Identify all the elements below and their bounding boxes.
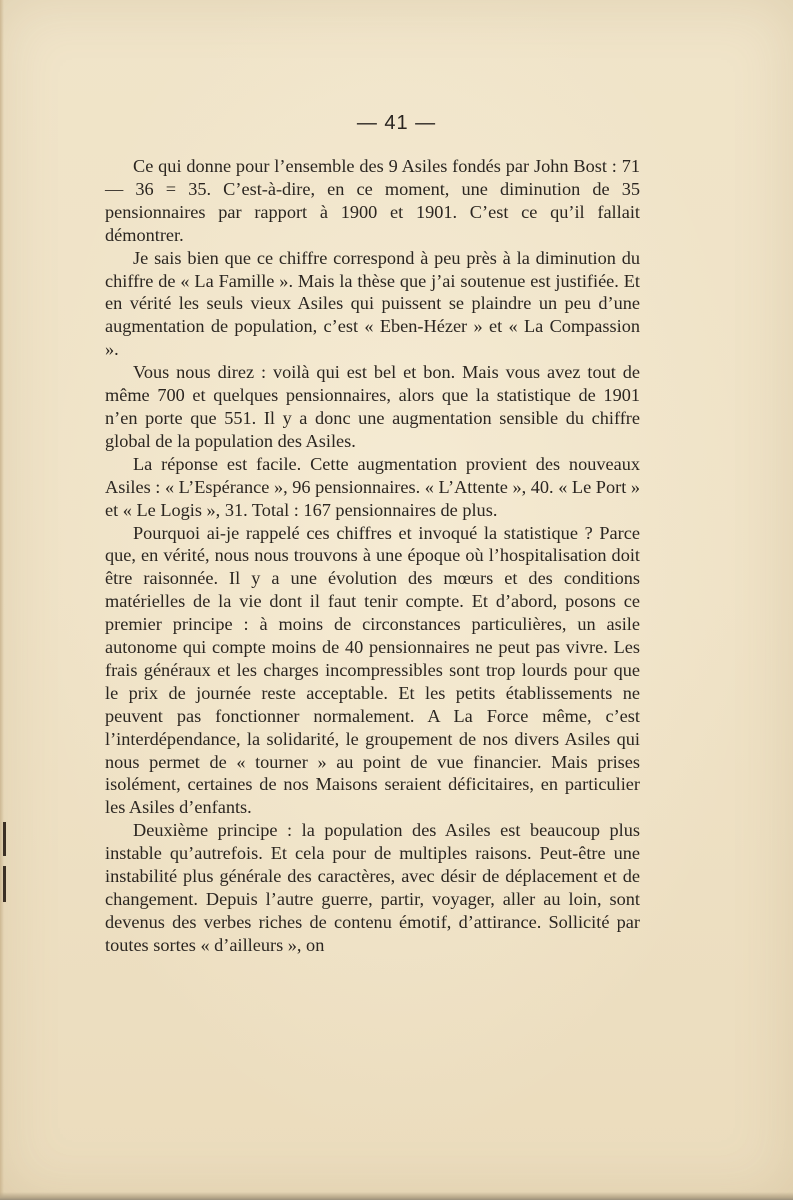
paragraph: Pourquoi ai-je rappelé ces chiffres et invoqué la statistique ? Parce que, en vérité, nous nous trouvons à une époque où l’hospitalisation doit être raisonnée. Il y a une évolution des mœurs et des conditions matérielles de la vie dont il faut tenir compte. Et d’abord, posons ce premier principe : à moins de circonstances particulières, un asile autonome qui compte moins de 40 pensionnaires ne peut pas vivre. Les frais généraux et les charges incompressibles sont trop lourds pour que le prix de journée reste acceptable. Et les petits établissements ne peuvent pas fonctionner normalement. A La Force même, c’est l’interdépendance, la solidarité, le groupement de nos divers Asiles qui nous permet de « tourner » au point de vue financier. Mais prises isolément, certaines de nos Maisons seraient déficitaires, en particulier les Asiles d’enfants. xyxy=(105,522,640,818)
page-left-edge xyxy=(0,0,4,1200)
binding-mark xyxy=(3,822,6,856)
body-text xyxy=(105,155,640,957)
page-bottom-edge xyxy=(0,1192,793,1200)
paragraph: Deuxième principe : la population des Asiles est beaucoup plus instable qu’autrefois. Et cela pour de multiples raisons. Peut-être une instabilité plus générale des caractères, avec désir de déplacement et de changement. Depuis l’autre guerre, partir, voyager, aller au loin, sont devenus des verbes riches de contenu émotif, d’attirance. Sollicité par toutes sortes « d’ailleurs », on xyxy=(105,820,640,955)
page-number: — 41 — xyxy=(356,112,437,134)
paragraph: Je sais bien que ce chiffre correspond à peu près à la diminution du chiffre de « La Famille ». Mais la thèse que j’ai soutenue est justifiée. Et en vérité les seuls vieux Asiles qui puissent se plaindre un peu d’une augmentation de population, c’est « Eben-Hézer » et « La Compassion ». xyxy=(105,247,640,360)
paragraph: La réponse est facile. Cette augmentation provient des nouveaux Asiles : « L’Espérance », 96 pensionnaires. « L’Attente », 40. « Le Port » et « Le Logis », 31. Total : 167 pensionnaires de plus. xyxy=(105,453,640,520)
paragraph: Vous nous direz : voilà qui est bel et bon. Mais vous avez tout de même 700 et quelques pensionnaires, alors que la statistique de 1901 n’en porte que 551. Il y a donc une augmentation sensible du chiffre global de la population des Asiles. xyxy=(105,362,640,451)
binding-mark xyxy=(3,866,6,902)
paragraph: Ce qui donne pour l’ensemble des 9 Asiles fondés par John Bost : 71 — 36 = 35. C’est-à-dire, en ce moment, une diminution de 35 pensionnaires par rapport à 1900 et 1901. C’est ce qu’il fallait démontrer. xyxy=(105,156,640,245)
